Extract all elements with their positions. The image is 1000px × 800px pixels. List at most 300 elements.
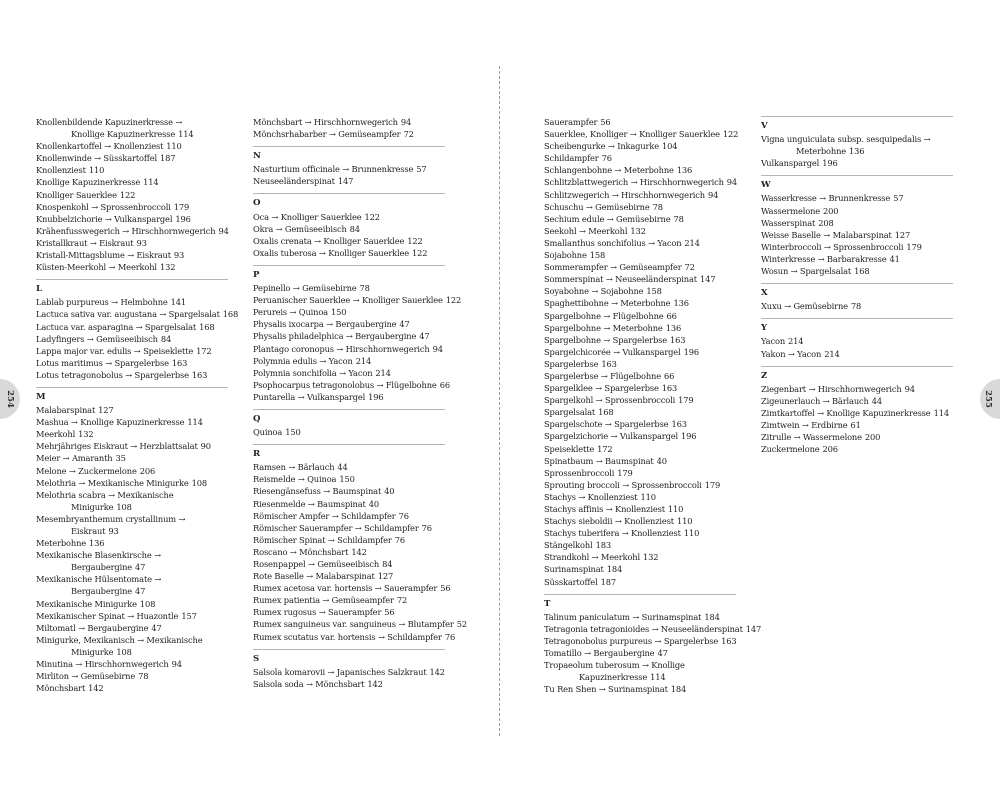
entry-term: Stängelkohl [544, 540, 593, 551]
entry-term: Mönchsbart [36, 683, 86, 694]
entry-term: Römischer Spinat → Schildampfer [253, 534, 392, 545]
entry-page: 196 [683, 346, 699, 357]
index-entry [544, 358, 744, 370]
entry-page: 93 [108, 526, 119, 536]
section-letter: M [36, 391, 46, 402]
entry-page: 150 [339, 474, 355, 485]
entry-term: Mexikanische Blasenkirsche → [36, 550, 161, 561]
entry-term: Oca → Knolliger Sauerklee [253, 211, 362, 222]
section-rule [253, 146, 445, 147]
index-entry [761, 133, 961, 157]
entry-term: Rote Baselle → Malabarspinat [253, 571, 375, 582]
index-entry [253, 391, 453, 403]
entry-page: 110 [640, 491, 656, 502]
entry-page: 196 [822, 158, 838, 169]
entry-term: Meerkohl [36, 429, 76, 440]
entry-term: Schlitzblattwegerich → Hirschhornwegerich [544, 177, 724, 188]
index-entry [253, 306, 453, 318]
entry-page: 47 [151, 622, 162, 633]
entry-term: Polymnia edulis → Yacon [253, 355, 353, 366]
index-section [761, 116, 961, 169]
section-letter: T [544, 598, 551, 609]
index-entry [253, 211, 453, 223]
section-letter: Y [761, 323, 767, 334]
entry-term: Nasturtium officinale → Brunnenkresse [253, 164, 414, 175]
entry-page: 214 [788, 336, 804, 347]
index-entry [253, 318, 453, 330]
index-entry [761, 443, 961, 455]
index-entry [253, 426, 453, 438]
index-section [761, 366, 961, 456]
index-entry [253, 282, 453, 294]
entry-term: Zimtkartoffel → Knollige Kapuzinerkresse [761, 407, 931, 418]
index-entry [544, 515, 744, 527]
entry-term: Sprouting broccoli → Sprossenbroccoli [544, 479, 702, 490]
index-entry [544, 249, 744, 261]
index-entry [544, 201, 744, 213]
entry-term: Wosun → Spargelsalat [761, 266, 852, 277]
entry-term: Knolliger Sauerklee [36, 189, 117, 200]
entry-term: Speiseklette [544, 443, 595, 454]
entry-page: 104 [662, 141, 678, 152]
index-entry [761, 300, 961, 312]
index-entry [253, 355, 453, 367]
entry-page: 40 [384, 486, 395, 497]
index-section [544, 594, 762, 696]
index-entry [253, 546, 453, 558]
entry-page: 57 [893, 193, 904, 204]
entry-page: 108 [139, 598, 156, 609]
entry-term: Tomatillo → Bergaubergine [544, 648, 655, 659]
index-entry [544, 659, 744, 683]
entry-term: Spargelzichorie → Vulkanspargel [544, 431, 679, 442]
entry-page: 72 [403, 129, 414, 140]
index-entry [253, 666, 453, 678]
index-entry [761, 241, 961, 253]
section-rule [761, 283, 953, 284]
index-entry [544, 310, 744, 322]
entry-term: Mexikanische Minigurke [36, 598, 137, 609]
section-rule [253, 265, 445, 266]
entry-term: Melothria → Mexikanische Minigurke [36, 477, 189, 488]
entry-page: 122 [412, 247, 428, 258]
entry-term: Miltomatl → Bergaubergine [36, 622, 149, 633]
entry-term: Spargelkohl → Sprossenbroccoli [544, 395, 676, 406]
index-section [761, 283, 961, 312]
index-entry [761, 205, 961, 217]
entry-page: 200 [864, 432, 881, 443]
entry-term: Physalis philadelphica → Bergaubergine [253, 331, 417, 342]
index-entry [36, 440, 236, 452]
entry-term: Weisse Baselle → Malabarspinat [761, 229, 892, 240]
index-entry [761, 157, 961, 169]
index-entry [761, 419, 961, 431]
index-column-3 [544, 116, 762, 695]
entry-page: 142 [429, 666, 445, 677]
index-section [544, 116, 744, 588]
entry-term: Meier → Amaranth [36, 453, 113, 464]
entry-page: 214 [355, 355, 372, 366]
index-entry [36, 140, 236, 152]
index-entry [253, 582, 453, 594]
entry-term: Soyabohne → Sojabohne [544, 286, 644, 297]
index-entry [544, 152, 744, 164]
entry-term: Perureis → Quinoa [253, 307, 328, 318]
entry-term: Stachys tuberifera → Knollenziest [544, 528, 681, 539]
entry-page: 44 [871, 395, 882, 406]
entry-page: 214 [824, 348, 840, 359]
entry-continuation: Knollige Kapuzinerkresse [71, 129, 176, 140]
index-entry [36, 465, 236, 477]
entry-page: 47 [135, 562, 146, 573]
entry-term: Tetragonobolus purpureus → Spargelerbse [544, 635, 719, 646]
entry-term: Vulkanspargel [761, 158, 820, 169]
entry-page: 150 [330, 307, 347, 318]
section-rule [761, 366, 953, 367]
section-letter: P [253, 269, 260, 280]
entry-page: 127 [377, 571, 394, 582]
entry-page: 110 [683, 528, 700, 539]
entry-term: Zuckermelone [761, 444, 820, 455]
index-entry [253, 175, 453, 187]
entry-page: 184 [704, 611, 720, 622]
index-entry [544, 418, 744, 430]
index-entry [253, 534, 453, 546]
entry-page: 56 [440, 583, 451, 594]
entry-page: 147 [745, 623, 762, 634]
entry-continuation: Meterbohne [796, 146, 847, 157]
index-entry [36, 610, 236, 622]
index-entry [36, 369, 236, 381]
entry-term: Sommerampfer → Gemüseampfer [544, 262, 682, 273]
index-entry [253, 163, 453, 175]
index-entry [36, 249, 236, 261]
section-letter: V [761, 121, 768, 131]
index-entry [36, 296, 236, 308]
entry-page: 110 [166, 141, 182, 152]
entry-term: Rumex sanguineus var. sanguineus → Blutampfer [253, 619, 454, 630]
entry-continuation: Minigurke [71, 646, 114, 657]
index-section [253, 116, 453, 140]
entry-continuation: Minigurke [71, 501, 114, 512]
entry-page: 122 [722, 129, 739, 140]
entry-page: 168 [199, 321, 215, 332]
entry-page: 40 [656, 455, 667, 466]
index-section [253, 265, 462, 403]
index-entry [761, 407, 961, 419]
page-number-right: 255 [982, 390, 993, 408]
index-section [253, 444, 467, 643]
entry-term: Mexikanische Hülsentomate → [36, 574, 162, 585]
index-section [761, 318, 961, 359]
entry-page: 187 [600, 576, 616, 587]
index-entry [36, 237, 236, 249]
entry-term: Spargelsalat [544, 407, 596, 418]
index-entry [253, 461, 453, 473]
entry-page: 72 [684, 262, 695, 273]
index-entry [36, 513, 236, 537]
entry-page: 72 [396, 595, 408, 606]
index-entry [544, 623, 762, 635]
entry-term: Zigeunerlauch → Bärlauch [761, 395, 869, 406]
entry-term: Minutina → Hirschhornwegerich [36, 659, 169, 670]
entry-page: 163 [601, 358, 617, 369]
entry-page: 122 [445, 295, 462, 306]
index-entry [544, 189, 744, 201]
index-entry [36, 537, 236, 549]
index-entry [544, 140, 744, 152]
index-entry [253, 606, 453, 618]
entry-term: Spargelschote → Spargelerbse [544, 419, 669, 430]
entry-page: 206 [139, 465, 156, 476]
index-entry [36, 333, 236, 345]
entry-page: 168 [598, 407, 614, 418]
entry-term: Spargelchicorée → Vulkanspargel [544, 346, 681, 357]
entry-term: Knospenkohl → Sprossenbroccoli [36, 201, 171, 212]
section-letter: Z [761, 370, 768, 381]
entry-page: 196 [681, 431, 697, 442]
entry-page: 114 [143, 177, 159, 188]
entry-page: 147 [699, 274, 716, 285]
index-entry [544, 467, 744, 479]
entry-term: Pepinello → Gemüsebirne [253, 283, 357, 294]
entry-page: 78 [359, 283, 370, 294]
entry-term: Sauerampfer [544, 117, 598, 127]
entry-term: Puntarella → Vulkanspargel [253, 391, 366, 402]
entry-term: Stachys affinis → Knollenziest [544, 504, 665, 514]
section-rule [253, 409, 445, 410]
section-letter: W [761, 180, 771, 191]
index-entry [253, 473, 453, 485]
entry-page: 208 [818, 217, 834, 228]
entry-page: 76 [601, 153, 612, 164]
entry-page: 179 [173, 201, 190, 212]
entry-term: Quinoa [253, 427, 283, 438]
index-entry [544, 683, 744, 695]
entry-page: 47 [419, 331, 430, 342]
section-rule [761, 175, 953, 176]
entry-term: Rumex rugosus → Sauerampfer [253, 607, 382, 618]
section-letter: R [253, 449, 260, 460]
index-entry [36, 152, 236, 164]
entry-term: Okra → Gemüseeibisch [253, 223, 347, 234]
entry-page: 94 [904, 383, 915, 394]
index-entry [36, 622, 236, 634]
entry-term: Kristall-Mittagsblume → Eiskraut [36, 250, 171, 261]
entry-page: 136 [676, 165, 693, 176]
index-entry [544, 346, 744, 358]
entry-continuation: Bergaubergine [71, 562, 133, 573]
entry-term: Knollenkartoffel → Knollenziest [36, 141, 164, 152]
index-entry [36, 670, 236, 682]
section-letter: O [253, 198, 261, 209]
entry-page: 122 [364, 211, 380, 222]
entry-page: 66 [439, 379, 450, 390]
entry-term: Römischer Sauerampfer → Schildampfer [253, 522, 419, 533]
entry-page: 127 [98, 405, 114, 416]
entry-term: Plantago coronopus → Hirschhornwegerich [253, 343, 430, 354]
entry-page: 78 [138, 671, 149, 682]
entry-page: 94 [218, 225, 229, 236]
entry-term: Wassermelone [761, 205, 821, 216]
index-entry [36, 201, 236, 213]
index-entry [544, 322, 744, 334]
index-entry [761, 383, 961, 395]
index-entry [544, 334, 744, 346]
entry-term: Knollige Kapuzinerkresse [36, 177, 141, 188]
index-entry [253, 485, 453, 497]
entry-page: 76 [421, 522, 432, 533]
index-entry [36, 176, 236, 188]
entry-term: Riesenmelde → Baumspinat [253, 498, 366, 509]
index-column-1 [36, 116, 239, 694]
entry-page: 40 [368, 498, 379, 509]
entry-page: 196 [368, 391, 384, 402]
entry-term: Mashua → Knollige Kapuzinerkresse [36, 417, 185, 428]
entry-page: 214 [684, 237, 700, 248]
entry-page: 172 [597, 443, 613, 454]
index-entry [544, 539, 744, 551]
entry-page: 47 [399, 319, 410, 330]
index-entry [36, 321, 236, 333]
index-entry [544, 394, 744, 406]
index-entry [544, 261, 744, 273]
index-entry [544, 551, 744, 563]
entry-page: 147 [337, 176, 354, 187]
index-entry [544, 225, 744, 237]
entry-page: 142 [367, 678, 383, 689]
entry-term: Polymnia sonchifolia → Yacon [253, 367, 373, 378]
entry-page: 94 [707, 189, 719, 200]
entry-term: Knubbelzichorie → Vulkanspargel [36, 213, 173, 224]
entry-page: 114 [187, 417, 203, 428]
index-entry [544, 406, 744, 418]
index-entry [544, 176, 744, 188]
index-entry [544, 430, 744, 442]
entry-term: Mönchsbart → Hirschhornwegerich [253, 117, 398, 127]
entry-page: 142 [351, 546, 367, 557]
index-entry [544, 164, 744, 176]
index-entry [36, 573, 236, 597]
entry-term: Tetragonia tetragonioides → Neuseeländerspinat [544, 623, 743, 634]
entry-term: Schlangenbohne → Meterbohne [544, 165, 674, 176]
index-entry [253, 367, 453, 379]
section-rule [761, 116, 953, 117]
entry-page: 179 [906, 241, 922, 252]
entry-page: 84 [160, 333, 172, 344]
entry-page: 136 [89, 538, 105, 549]
entry-page: 127 [894, 229, 911, 240]
index-entry [761, 192, 961, 204]
index-entry [36, 634, 236, 658]
entry-page: 94 [171, 659, 182, 670]
entry-term: Ramsen → Bärlauch [253, 462, 335, 473]
entry-term: Sprossenbroccoli [544, 467, 615, 478]
index-entry [253, 570, 453, 582]
entry-page: 76 [398, 510, 409, 521]
entry-continuation: Kapuzinerkresse [579, 672, 648, 683]
entry-term: Sechium edule → Gemüsebirne [544, 213, 671, 224]
entry-page: 44 [337, 462, 348, 473]
index-entry [544, 382, 744, 394]
index-entry [544, 527, 744, 539]
entry-term: Tu Ren Shen → Surinamspinat [544, 684, 668, 695]
entry-term: Surinamspinat [544, 564, 604, 575]
entry-page: 132 [159, 262, 176, 273]
entry-term: Lotus maritimus → Spargelerbse [36, 357, 169, 368]
entry-page: 183 [595, 540, 611, 551]
index-entry [36, 189, 236, 201]
entry-term: Küsten-Meerkohl → Meerkohl [36, 262, 157, 273]
entry-term: Ladyfingers → Gemüseeibisch [36, 333, 158, 344]
entry-term: Salsola komarovii → Japanisches Salzkraut [253, 666, 427, 677]
entry-page: 114 [650, 672, 666, 683]
entry-page: 47 [657, 648, 668, 659]
entry-term: Wasserspinat [761, 217, 816, 228]
entry-page: 76 [444, 631, 456, 642]
index-entry [253, 510, 453, 522]
index-entry [761, 253, 961, 265]
index-entry [544, 455, 744, 467]
entry-page: 56 [600, 117, 611, 127]
index-entry [36, 308, 239, 320]
entry-term: Peruanischer Sauerklee → Knolliger Sauerklee [253, 295, 443, 306]
entry-page: 132 [630, 225, 646, 236]
index-section [253, 649, 453, 690]
entry-page: 114 [178, 129, 194, 140]
index-entry [544, 563, 744, 575]
section-rule [253, 649, 445, 650]
entry-term: Reismelde → Quinoa [253, 474, 337, 485]
entry-term: Talinum paniculatum → Surinamspinat [544, 611, 702, 622]
index-entry [253, 618, 467, 630]
entry-term: Melothria scabra → Mexikanische [36, 489, 174, 500]
entry-term: Tropaeolum tuberosum → Knollige [544, 660, 685, 671]
entry-page: 122 [119, 189, 136, 200]
section-rule [761, 318, 953, 319]
entry-page: 200 [823, 205, 839, 216]
entry-page: 84 [349, 223, 360, 234]
entry-term: Spargelerbse → Flügelbohne [544, 370, 661, 381]
index-section [253, 193, 453, 258]
entry-term: Mesembryanthemum crystallinum → [36, 513, 186, 524]
entry-page: 158 [646, 286, 662, 297]
entry-term: Mönchsrhabarber → Gemüseampfer [253, 129, 401, 140]
index-entry [36, 658, 236, 670]
index-entry [36, 213, 236, 225]
index-entry [544, 576, 744, 588]
index-column-2 [253, 116, 467, 690]
index-entry [253, 235, 453, 247]
entry-term: Spargelbohne → Meterbohne [544, 322, 663, 333]
index-entry [36, 345, 236, 357]
entry-term: Kristallkraut → Eiskraut [36, 237, 134, 248]
entry-page: 110 [677, 516, 693, 527]
entry-page: 163 [670, 334, 686, 345]
entry-term: Süsskartoffel [544, 576, 598, 587]
index-entry [544, 370, 744, 382]
index-entry [761, 335, 961, 347]
entry-term: Ziegenbart → Hirschhornwegerich [761, 383, 902, 394]
entry-term: Lactuca sativa var. augustana → Spargelsalat [36, 309, 220, 320]
entry-term: Neuseeländerspinat [253, 176, 335, 187]
entry-page: 110 [88, 165, 105, 176]
entry-term: Spinatbaum → Baumspinat [544, 455, 654, 466]
section-letter: N [253, 151, 261, 162]
entry-page: 179 [617, 467, 633, 478]
index-entry [253, 128, 453, 140]
entry-term: Mirliton → Gemüsebirne [36, 671, 136, 682]
